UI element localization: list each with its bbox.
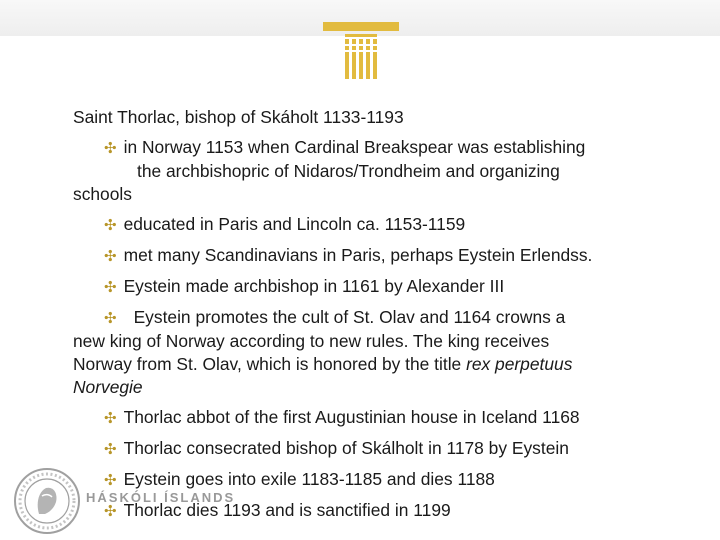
bullet-icon: ✣ xyxy=(104,279,117,296)
university-column-logo-icon xyxy=(323,22,399,82)
bullet-icon: ✣ xyxy=(104,441,117,458)
bullet-icon: ✣ xyxy=(104,503,117,520)
bullet-item: ✣ Thorlac consecrated bishop of Skálholt in 1178 by Eystein xyxy=(104,438,569,458)
latin-title: Norvegie xyxy=(73,377,143,397)
slide-title: Saint Thorlac, bishop of Skáholt 1133-1193 xyxy=(73,107,404,127)
bullet-continuation: new king of Norway according to new rules. The king receives xyxy=(73,331,550,351)
bullet-item: ✣ educated in Paris and Lincoln ca. 1153-1159 xyxy=(104,214,466,234)
university-wordmark: HÁSKÓLI ÍSLANDS xyxy=(86,490,236,505)
bullet-item: ✣ Thorlac dies 1193 and is sanctified in 1199 xyxy=(104,500,451,520)
bullet-icon: ✣ xyxy=(104,140,117,157)
latin-title: rex perpetuus xyxy=(466,354,573,374)
slide-body xyxy=(73,106,703,523)
bullet-item: ✣ Eystein promotes the cult of St. Olav and 1164 crowns a xyxy=(104,307,566,327)
bullet-icon: ✣ xyxy=(104,248,117,265)
bullet-item: ✣ met many Scandinavians in Paris, perhaps Eystein Erlendss. xyxy=(104,245,593,265)
bullet-icon: ✣ xyxy=(104,410,117,427)
bullet-icon: ✣ xyxy=(104,217,117,234)
bullet-icon: ✣ xyxy=(104,310,117,327)
bullet-continuation: the archbishopric of Nidaros/Trondheim and organizing xyxy=(137,161,560,181)
bullet-item: ✣ Thorlac abbot of the first Augustinian house in Iceland 1168 xyxy=(104,407,580,427)
bullet-continuation xyxy=(73,376,703,399)
bullet-item: ✣ Eystein goes into exile 1183-1185 and dies 1188 xyxy=(104,469,495,489)
university-seal-icon xyxy=(12,466,82,536)
bullet-icon: ✣ xyxy=(104,472,117,489)
bullet-item: ✣ Eystein made archbishop in 1161 by Alexander III xyxy=(104,276,505,296)
bullet-item: ✣ in Norway 1153 when Cardinal Breakspear was establishing xyxy=(104,137,586,157)
bullet-continuation: Norway from St. Olav, which is honored by the title rex perpetuus xyxy=(73,354,573,374)
bullet-continuation: schools xyxy=(73,184,132,204)
